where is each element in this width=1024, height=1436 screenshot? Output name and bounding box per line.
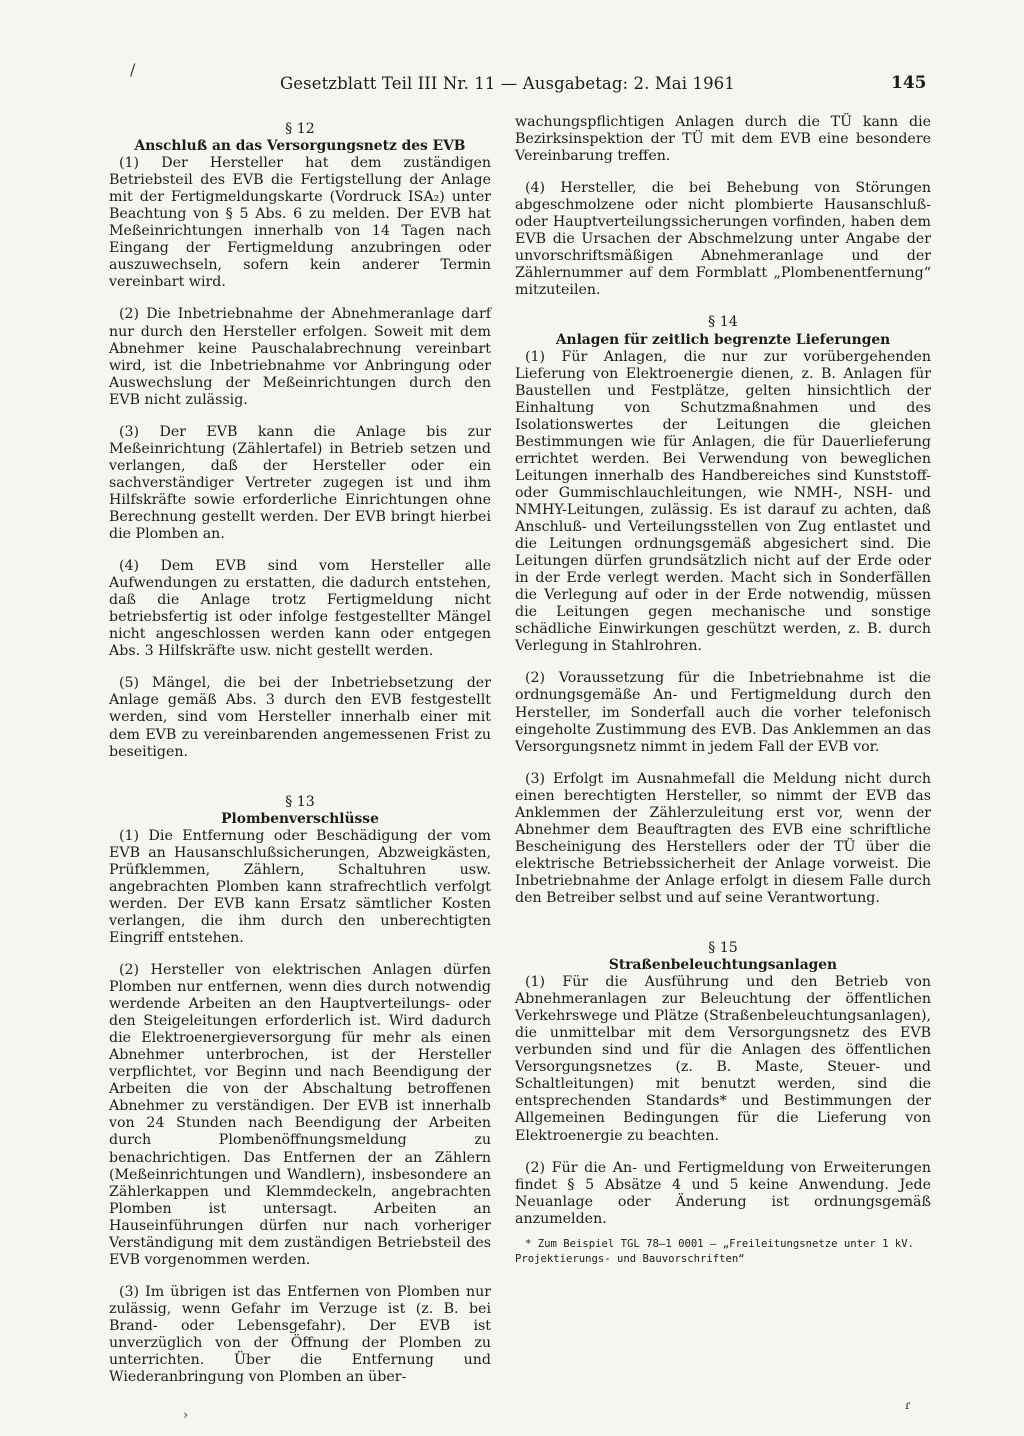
- section-14-title: Anlagen für zeitlich begrenzte Lieferungen: [555, 331, 891, 348]
- section-14-number: § 14: [708, 314, 738, 331]
- s13-paragraph-4: (4) Hersteller, die bei Behebung von Störungen abgeschmolzene oder nicht plombierte Hausanschluß- oder Hauptverteilungssicherungen vorfinden, haben dem EVB die Ursachen der Abschmelzung unter Angabe der unvorschriftsmäßigen Abnehmeranlage und der Zählernummer auf dem Formblatt „Plombenentfernung“ mitzuteilen.: [515, 180, 931, 299]
- left-column: [109, 114, 491, 1401]
- s13-paragraph-1: (1) Die Entfernung oder Beschädigung der vom EVB an Hausanschlußsicherungen, Abzweigkästen, Prüfklemmen, Zählern, Schaltuhren usw. angebrachten Plomben kann strafrechtlich verfolgt werden. Der EVB kann Ersatz sämtlicher Kosten verlangen, die ihm durch den unberechtigten Eingriff entstehen.: [109, 827, 491, 946]
- s12-paragraph-2: (2) Die Inbetriebnahme der Abnehmeranlage darf nur durch den Hersteller erfolgen. Soweit mit dem Abnehmer keine Pauschalabrechnung vereinbart wird, ist die Inbetriebnahme vor Anbringung oder Auswechslung der Meßeinrichtungen durch den EVB nicht zulässig.: [109, 306, 491, 408]
- s12-paragraph-4: (4) Dem EVB sind vom Hersteller alle Aufwendungen zu erstatten, die dadurch entstehen, daß die Anlage trotz Fertigmeldung nicht betriebsfertig ist oder infolge festgestellter Mängel nicht angeschlossen werden kann oder entgegen Abs. 3 Hilfskräfte usw. nicht gestellt werden.: [109, 558, 491, 660]
- footnote-line-1: * Zum Beispiel TGL 78—1 0001 — „Freileitungsnetze unter 1 kV.: [525, 1237, 915, 1250]
- s13-continuation: wachungspflichtigen Anlagen durch die TÜ kann die Bezirksinspektion der TÜ mit dem EVB eine besondere Vereinbarung treffen.: [515, 114, 931, 165]
- section-15-number: § 15: [708, 940, 738, 957]
- s14-paragraph-3: (3) Erfolgt im Ausnahmefall die Meldung nicht durch einen berechtigten Hersteller, so nimmt der EVB das Anklemmen der Zählerzuleitung erst vor, wenn der Abnehmer dem Beauftragten des EVB eine schriftliche Bescheinigung des Herstellers oder der TÜ über die elektrische Betriebssicherheit der Anlage vorweist. Die Inbetriebnahme der Anlage erfolgt in diesem Falle durch den Betreiber selbst und auf seine Verantwortung.: [515, 770, 931, 906]
- margin-mark-bottom-left: ›: [183, 1408, 189, 1423]
- section-15-title: Straßenbeleuchtungsanlagen: [608, 957, 838, 974]
- section-gap: [515, 922, 931, 940]
- s13-paragraph-3: (3) Im übrigen ist das Entfernen von Plomben nur zulässig, wenn Gefahr im Verzuge ist (z. B. bei Brand- oder Lebensgefahr). Der EVB ist unverzüglich von der Öffnung der Plomben zu unterrichten. Über die Entfernung und Wiederanbringung von Plomben an über-: [109, 1283, 491, 1386]
- s15-paragraph-1: (1) Für die Ausführung und den Betrieb von Abnehmeranlagen zur Beleuchtung der öffentlichen Verkehrswege und Plätze (Straßenbeleuchtungsanlagen), die unmittelbar mit dem Versorgungsnetz des EVB verbunden sind und für die Anlagen des öffentlichen Versorgungsnetzes (z. B. Maste, Steuer- und Schaltleitungen) mit benutzt werden, sind die entsprechenden Standards* und Bestimmungen der Allgemeinen Bedingungen für die Lieferung von Elektroenergie zu beachten.: [515, 974, 931, 1144]
- section-gap: [109, 776, 491, 794]
- right-column: [515, 114, 931, 1266]
- page-number: 145: [891, 73, 927, 93]
- s15-paragraph-2: (2) Für die An- und Fertigmeldung von Erweiterungen findet § 5 Absätze 4 und 5 keine Anwendung. Jede Neuanlage oder Änderung ist ordnungsgemäß anzumelden.: [515, 1159, 931, 1227]
- section-12-title: Anschluß an das Versorgungsnetz des EVB: [134, 138, 466, 155]
- s14-paragraph-1: (1) Für Anlagen, die nur zur vorübergehenden Lieferung von Elektroenergie dienen, z. B. Anlagen für Baustellen und Festplätze, gelten hinsichtlich der Einhaltung von Schutzmaßnahmen und des Isolationswertes der Leitungen die gleichen Bestimmungen wie für Anlagen, die für Dauerlieferung errichtet werden. Bei Verwendung von beweglichen Leitungen innerhalb des Handbereiches sind Kunststoff- oder Gummischlauchleitungen, wie NMH-, NSH- und NMHY-Leitungen, zulässig. Es ist darauf zu achten, daß Anschluß- und Verteilungsstellen von Zug entlastet und die Leitungen ordnungsgemäß abgesichert sind. Die Leitungen dürfen grundsätzlich nicht auf der Erde oder in der Erde verlegt werden. Macht sich in Sonderfällen die Verlegung auf oder in der Erde notwendig, müssen die Leitungen gegen mechanische und sonstige schädliche Einwirkungen geschützt werden, z. B. durch Verlegung in Stahlrohren.: [515, 348, 931, 655]
- section-13-number: § 13: [285, 793, 315, 810]
- margin-mark-top: /: [130, 60, 136, 79]
- section-12-number: § 12: [285, 121, 315, 137]
- s12-paragraph-5: (5) Mängel, die bei der Inbetriebsetzung der Anlage gemäß Abs. 3 durch den EVB festgestellt werden, sind vom Hersteller innerhalb einer mit dem EVB zu vereinbarenden angemessenen Frist zu beseitigen.: [109, 675, 491, 760]
- margin-mark-bottom-right: ɾ: [905, 1398, 911, 1412]
- footnote-line-2: Projektierungs- und Bauvorschriften“: [515, 1252, 745, 1265]
- running-header: Gesetzblatt Teil III Nr. 11 — Ausgabetag: 2. Mai 1961: [280, 74, 735, 93]
- s12-paragraph-3: (3) Der EVB kann die Anlage bis zur Meßeinrichtung (Zählertafel) in Betrieb setzen und verlangen, daß der Hersteller oder ein sachverständiger Vertreter zugegen ist und ihm Hilfskräfte sowie erforderliche Einrichtungen ohne Berechnung gestellt werden. Der EVB bringt hierbei die Plomben an.: [109, 423, 491, 543]
- s12-paragraph-1: (1) Der Hersteller hat dem zuständigen Betriebsteil des EVB die Fertigstellung der Anlage mit der Fertigmeldungskarte (Vordruck ISA₂) unter Beachtung von § 5 Abs. 6 zu melden. Der EVB hat Meßeinrichtungen innerhalb von 14 Tagen nach Eingang der Fertigmeldung anzubringen oder auszuwechseln, sofern kein anderer Termin vereinbart wird.: [109, 155, 491, 291]
- section-13-title: Plombenverschlüsse: [221, 810, 379, 827]
- s13-paragraph-2: (2) Hersteller von elektrischen Anlagen dürfen Plomben nur entfernen, wenn dies durch notwendig werdende Arbeiten an den Hauptverteilungs- oder den Steigeleitungen erforderlich ist. Wird dadurch die Elektroenergieversorgung für mehr als einen Abnehmer unterbrochen, ist der Hersteller verpflichtet, vor Beginn und nach Beendigung der Arbeiten die von der Abschaltung betroffenen Abnehmer zu verständigen. Der EVB ist innerhalb von 24 Stunden nach Beendigung der Arbeiten durch Plombenöffnungsmeldung zu benachrichtigen. Das Entfernen der an Zählern (Meßeinrichtungen und Wandlern), insbesondere an Zählerkappen und Klemmdeckeln, angebrachten Plomben ist untersagt. Arbeiten an Hauseinführungen dürfen nur nach vorheriger Verständigung mit dem zuständigen Betriebsteil des EVB vorgenommen werden.: [109, 962, 491, 1268]
- s14-paragraph-2: (2) Voraussetzung für die Inbetriebnahme ist die ordnungsgemäße An- und Fertigmeldung durch den Hersteller, im Sonderfall auch die vorher telefonisch eingeholte Zustimmung des EVB. Das Anklemmen an das Versorgungsnetz nimmt in jedem Fall der EVB vor.: [515, 670, 931, 755]
